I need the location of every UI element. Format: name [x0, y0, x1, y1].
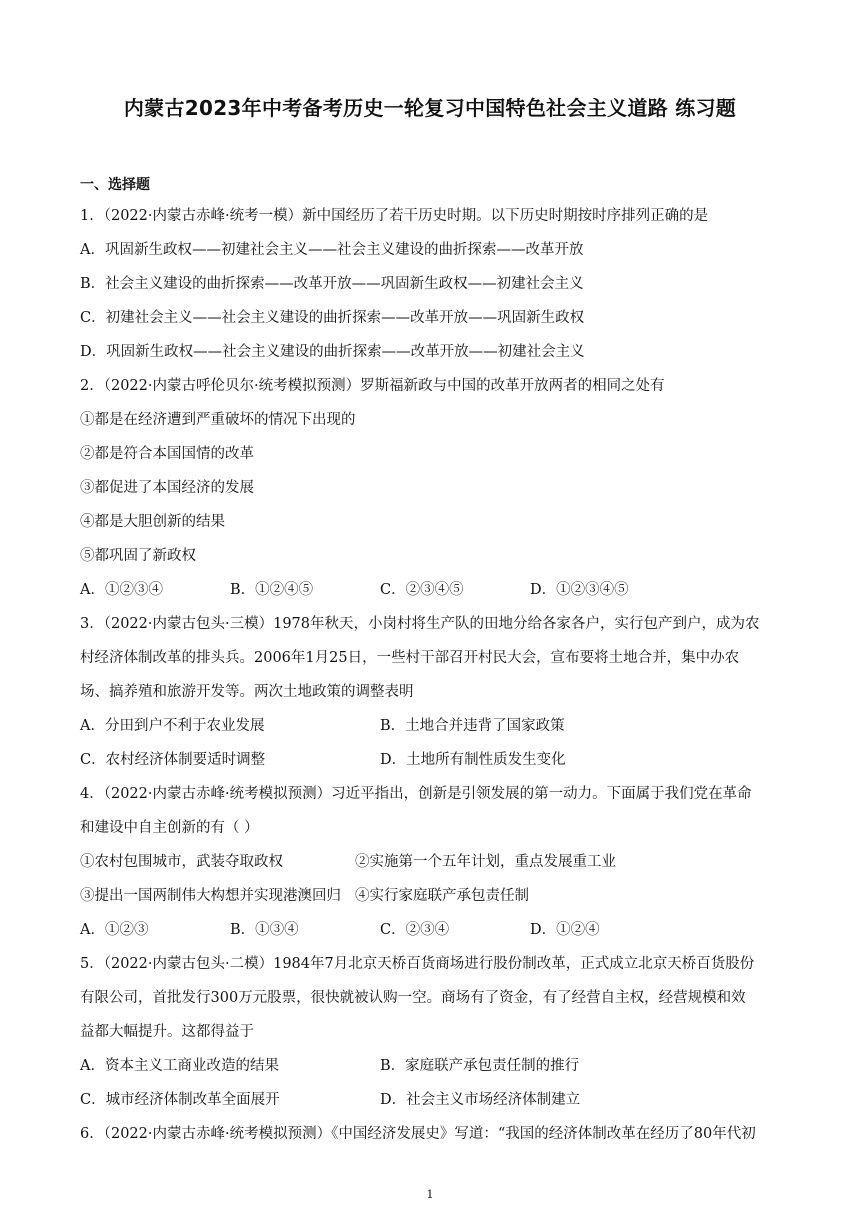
page-number: 1 — [426, 1188, 434, 1201]
option-b: B．土地合并违背了国家政策 — [380, 718, 565, 734]
options-row — [80, 743, 780, 777]
statement-item: ③提出一国两制伟大构想并实现港澳回归 — [80, 888, 341, 904]
option-b: B．家庭联产承包责任制的推行 — [380, 1058, 580, 1074]
option-d: D．社会主义市场经济体制建立 — [380, 1092, 581, 1108]
options-row — [80, 913, 780, 947]
option-b: B．社会主义建设的曲折探索——改革开放——巩固新生政权——初建社会主义 — [80, 276, 584, 292]
option-b: B．①②④⑤ — [230, 582, 314, 598]
option-a: A．①②③④ — [80, 582, 163, 598]
statements-row — [80, 845, 780, 879]
option-b: B．①③④ — [230, 922, 299, 938]
question-list — [80, 199, 780, 1151]
section-heading: 一、选择题 — [80, 177, 150, 193]
statements-row — [80, 879, 780, 913]
document-title: 内蒙古2023年中考备考历史一轮复习中国特色社会主义道路 练习题 — [123, 96, 737, 120]
option-c: C．初建社会主义——社会主义建设的曲折探索——改革开放——巩固新生政权 — [80, 310, 585, 326]
question-2 — [80, 369, 780, 607]
options-row — [80, 709, 780, 743]
option-d: D．①②③④⑤ — [530, 582, 629, 598]
question-stem: 1．（2022·内蒙古赤峰·统考一模）新中国经历了若干历史时期。以下历史时期按时序排列正确的是 — [80, 208, 709, 224]
options-row — [80, 573, 780, 607]
question-3 — [80, 607, 780, 777]
options-row — [80, 1083, 780, 1117]
question-6 — [80, 1117, 780, 1151]
question-1 — [80, 199, 780, 369]
question-4 — [80, 777, 780, 947]
question-stem: 场、搞养殖和旅游开发等。两次土地政策的调整表明 — [80, 684, 414, 700]
question-stem: 益都大幅提升。这都得益于 — [80, 1024, 254, 1040]
question-stem: 3．（2022·内蒙古包头·三模）1978年秋天，小岗村将生产队的田地分给各家各户，实行包产到户，成为农 — [80, 616, 760, 632]
option-a: A．①②③ — [80, 922, 149, 938]
statement-item: ②实施第一个五年计划，重点发展重工业 — [355, 854, 616, 870]
question-stem: 村经济体制改革的排头兵。2006年1月25日，一些村干部召开村民大会，宣布要将土地合并，集中办农 — [80, 650, 740, 666]
option-a: A．分田到户不利于农业发展 — [80, 718, 265, 734]
statement-item: ③都促进了本国经济的发展 — [80, 480, 254, 496]
option-d: D．巩固新生政权——社会主义建设的曲折探索——改革开放——初建社会主义 — [80, 344, 585, 360]
option-c: C．城市经济体制改革全面展开 — [80, 1092, 280, 1108]
question-5 — [80, 947, 780, 1117]
question-stem: 5．（2022·内蒙古包头·二模）1984年7月北京天桥百货商场进行股份制改革，正式成立北京天桥百货股份 — [80, 956, 755, 972]
option-d: D．土地所有制性质发生变化 — [380, 752, 566, 768]
statement-item: ④实行家庭联产承包责任制 — [355, 888, 529, 904]
option-c: C．②③④⑤ — [380, 582, 464, 598]
option-a: A．资本主义工商业改造的结果 — [80, 1058, 279, 1074]
statement-item: ①都是在经济遭到严重破坏的情况下出现的 — [80, 412, 356, 428]
options-row — [80, 1049, 780, 1083]
question-stem: 和建设中自主创新的有（ ） — [80, 820, 259, 836]
statement-item: ⑤都巩固了新政权 — [80, 548, 196, 564]
statement-item: ①农村包围城市，武装夺取政权 — [80, 854, 283, 870]
statement-item: ④都是大胆创新的结果 — [80, 514, 225, 530]
option-a: A．巩固新生政权——初建社会主义——社会主义建设的曲折探索——改革开放 — [80, 242, 584, 258]
question-stem: 6．（2022·内蒙古赤峰·统考模拟预测）《中国经济发展史》写道：“我国的经济体制改革在经历了80年代初 — [80, 1126, 756, 1142]
option-d: D．①②④ — [530, 922, 600, 938]
option-c: C．②③④ — [380, 922, 450, 938]
option-c: C．农村经济体制要适时调整 — [80, 752, 266, 768]
question-stem: 2．（2022·内蒙古呼伦贝尔·统考模拟预测）罗斯福新政与中国的改革开放两者的相同之处有 — [80, 378, 665, 394]
statement-item: ②都是符合本国国情的改革 — [80, 446, 254, 462]
question-stem: 4．（2022·内蒙古赤峰·统考模拟预测）习近平指出，创新是引领发展的第一动力。下面属于我们党在革命 — [80, 786, 752, 802]
question-stem: 有限公司，首批发行300万元股票，很快就被认购一空。商场有了资金，有了经营自主权，经营规模和效 — [80, 990, 746, 1006]
